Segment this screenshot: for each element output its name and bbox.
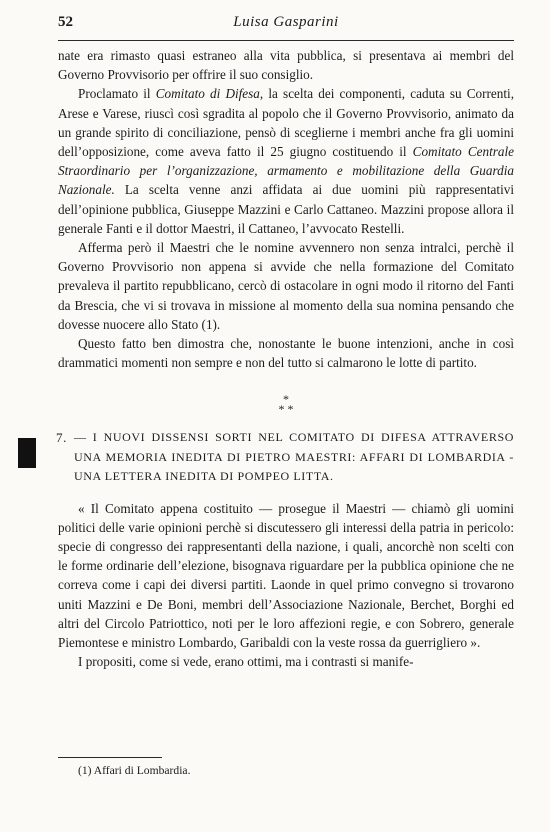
- paragraph-2: [58, 84, 514, 238]
- paragraph-1: [58, 46, 514, 84]
- paragraph-2-text-c: La scelta venne anzi affidata ai due uomini più rappresentativi dell’opinione pubblica, Giuseppe Mazzini e Carlo Cattaneo. Mazzini propose allora il generale Fanti e il dottor Maestri, il Cattaneo, l’avvocato Restelli.: [58, 182, 514, 236]
- section-title: — I NUOVI DISSENSI SORTI NEL COMITATO DI DIFESA ATTRAVERSO UNA MEMORIA INEDITA DI PIETRO MAESTRI: AFFARI DI LOMBARDIA - UNA LETTERA INEDITA DI POMPEO LITTA.: [74, 430, 514, 484]
- footnote: (1) Affari di Lombardia.: [78, 764, 191, 777]
- page-number: 52: [58, 14, 73, 30]
- central-committee-italic: Comitato Centrale Straordinario per l’organizzazione, armamento e mobilitazione della Guardia Nazionale.: [58, 144, 514, 198]
- page-body: [58, 46, 514, 672]
- paragraph-2-text-b: , la scelta dei componenti, caduta su Correnti, Arese e Varese, riuscì così sgradita al popolo che il Governo Provvisorio, animato da un grande spirito di conciliazione, pensò di sceglierne i membri anche fra gli uomini dell’opposizione, come aveva fatto il 25 giugno costituendo il: [58, 86, 515, 160]
- paragraph-3-text: Afferma però il Maestri che le nomine avvennero non senza intralci, perchè il Governo Provvisorio non appena si avvide che nella formazione del Comitato prevaleva il partito repubblicano, cercò di ostacolare in ogni modo il ritorno del Fanti da Brescia, che vi si trovava in missione al momento della sua nomina pensando che dovesse nuocere allo Stato (1).: [58, 240, 514, 332]
- header-rule: [58, 40, 514, 41]
- running-head: Luisa Gasparini: [233, 14, 339, 30]
- asterism-bottom: * *: [278, 402, 294, 417]
- asterism-top: *: [283, 392, 289, 407]
- last-line: I propositi, come si vede, erano ottimi, ma i contrasti si manife-: [78, 654, 414, 670]
- quote-paragraph: « Il Comitato appena costituito — prosegue il Maestri — chiamò gli uomini politici delle varie opinioni perchè si discutessero gli interessi della patria in pericolo: specie di congresso dei rappresentanti della nazione, i quali, ancorchè non scelti con le forme ordinarie dell’elezione, bisognava riguardare per la pubblica opinione che ne correva come i capi dei diversi partiti. Laonde in quel primo convegno si trovarono uniti Mazzini e De Boni, membri dell’Associazione Nazionale, Berchet, Borghi ed altri del Circolo Patriottico, noti per le loro affezioni regie, e con Sobrero, generale Piemontese e ministro Lombardo, Garibaldi con la veste rossa da guerrigliero ».: [58, 500, 514, 651]
- section-number: 7.: [56, 430, 67, 446]
- margin-redaction-mark: [18, 438, 36, 468]
- page-header: [58, 14, 514, 38]
- paragraph-3: [58, 238, 514, 334]
- footnote-rule: [58, 757, 162, 758]
- paragraph-1-text: nate era rimasto quasi estraneo alla vita pubblica, si presentava ai membri del Governo Provvisorio per offrire il suo consiglio.: [58, 48, 514, 83]
- paragraph-4: [58, 334, 514, 372]
- paragraph-2-text-a: Proclamato il: [78, 86, 156, 102]
- committee-name-italic: Comitato di Difesa: [155, 86, 260, 102]
- section-separator-asterism: [58, 392, 514, 417]
- paragraph-4-text: Questo fatto ben dimostra che, nonostante le buone intenzioni, anche in così drammatici momenti non sempre e non del tutto si calmarono le lotte di partito.: [58, 336, 514, 371]
- section-heading: [58, 428, 514, 486]
